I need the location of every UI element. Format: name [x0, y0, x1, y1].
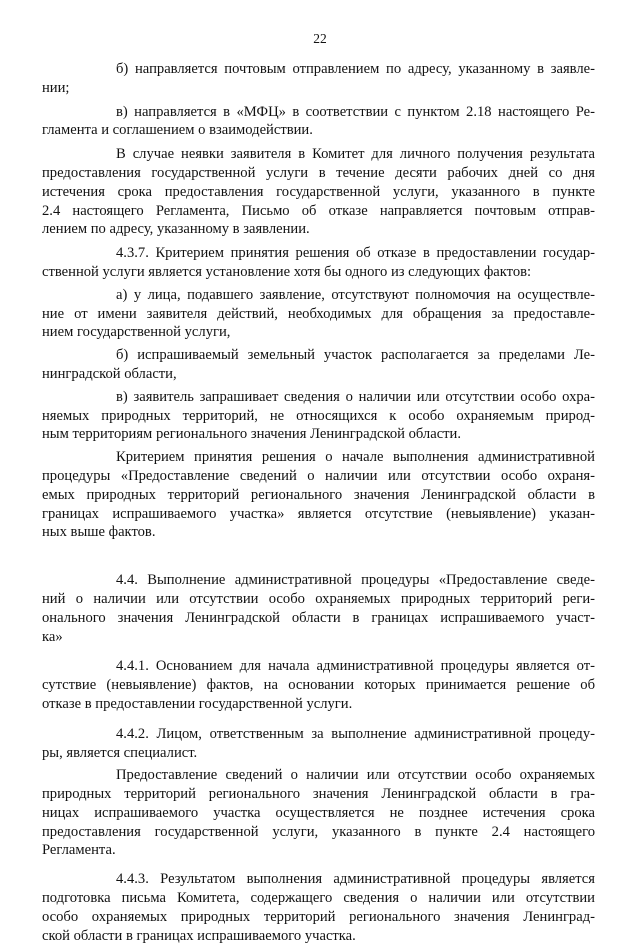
text-line: Предоставление сведений о наличии или отсутствии особо охраняемых	[116, 767, 595, 784]
text-line: истечения срока предоставления государственной услуги, указанного в пункте	[42, 183, 595, 200]
text-line: ным территориям регионального значения Ленинградской области.	[42, 426, 462, 443]
text-line: Регламента.	[42, 842, 116, 859]
text-line: гламента и соглашением о взаимодействии.	[42, 122, 313, 139]
document-body	[42, 60, 595, 945]
text-line: 4.4.3. Результатом выполнения административной процедуры является	[116, 871, 595, 888]
text-line: отказе в предоставлении государственной услуги.	[42, 695, 353, 712]
text-line: ние от имени заявителя действий, необходимых для обращения за предоставле-	[42, 305, 595, 322]
text-line: ры, является специалист.	[42, 744, 198, 761]
paragraph-p4	[42, 244, 595, 282]
text-line: ственной услуги является установление хотя бы одного из следующих фактов:	[42, 263, 532, 280]
text-line: нинградской области,	[42, 365, 177, 382]
text-line: границах испрашиваемого участка» является отсутствие (невыявление) указан-	[42, 505, 595, 522]
text-line: в) заявитель запрашивает сведения о наличии или отсутствии особо охра-	[116, 388, 595, 405]
text-line: предоставления государственной услуги в течение десяти рабочих дней со дня	[42, 164, 595, 181]
text-line: 4.4.2. Лицом, ответственным за выполнение административной процеду-	[116, 725, 595, 742]
text-line: природных территорий регионального значения Ленинградской области в гра-	[42, 786, 595, 803]
text-line: процедуры «Предоставление сведений о наличии или отсутствии особо охраня-	[42, 467, 595, 484]
text-line: нием государственной услуги,	[42, 324, 231, 341]
paragraph-p1	[42, 60, 595, 98]
text-line: ка»	[42, 628, 63, 645]
paragraph-p9	[42, 571, 595, 646]
text-line: В случае неявки заявителя в Комитет для личного получения результата	[116, 146, 595, 163]
text-line: 4.4. Выполнение административной процедуры «Предоставление сведе-	[116, 572, 595, 589]
text-line: Критерием принятия решения о начале выполнения административной	[116, 449, 595, 466]
text-line: а) у лица, подавшего заявление, отсутствуют полномочия на осуществле-	[116, 286, 595, 303]
paragraph-p10	[42, 657, 595, 713]
text-line: б) направляется почтовым отправлением по адресу, указанному в заявле-	[116, 61, 595, 77]
text-line: ницах испрашиваемого участка осуществляется не позднее истечения срока	[42, 804, 595, 821]
paragraph-p6	[42, 346, 595, 384]
paragraph-p8	[42, 448, 595, 542]
paragraph-p2	[42, 103, 595, 141]
text-line: ской области в границах испрашиваемого участка.	[42, 927, 356, 944]
text-line: особо охраняемых природных территорий регионального значения Ленинград-	[42, 908, 595, 925]
text-line: нии;	[42, 79, 70, 96]
text-line: предоставления государственной услуги, указанного в пункте 2.4 настоящего	[42, 823, 595, 840]
text-line: ных выше фактов.	[42, 524, 156, 541]
page-number: 22	[313, 31, 327, 46]
text-line: няемых природных территорий, не относящихся к особо охраняемым природ-	[42, 407, 595, 424]
text-line: онального значения Ленинградской области в границах испрашиваемого участ-	[42, 609, 595, 626]
text-line: в) направляется в «МФЦ» в соответствии с пунктом 2.18 настоящего Ре-	[116, 103, 595, 120]
text-line: 4.4.1. Основанием для начала административной процедуры является от-	[116, 658, 595, 675]
text-line: 4.3.7. Критерием принятия решения об отказе в предоставлении государ-	[116, 245, 595, 262]
paragraph-p13	[42, 870, 595, 945]
paragraph-p5	[42, 286, 595, 342]
text-line: ний о наличии или отсутствии особо охраняемых природных территорий реги-	[42, 590, 595, 607]
text-line: сутствие (невыявление) фактов, на основании которых принимается решение об	[42, 677, 595, 694]
text-line: лением по адресу, указанному в заявлении.	[42, 221, 310, 238]
text-line: подготовка письма Комитета, содержащего сведения о наличии или отсутствии	[42, 890, 595, 907]
paragraph-p3	[42, 145, 595, 239]
paragraph-p11	[42, 725, 595, 763]
text-line: б) испрашиваемый земельный участок располагается за пределами Ле-	[116, 347, 595, 364]
paragraph-p7	[42, 388, 595, 444]
text-line: 2.4 настоящего Регламента, Письмо об отказе направляется почтовым отправ-	[42, 202, 595, 219]
text-line: емых природных территорий регионального значения Ленинградской области в	[42, 486, 595, 503]
paragraph-p12	[42, 766, 595, 860]
